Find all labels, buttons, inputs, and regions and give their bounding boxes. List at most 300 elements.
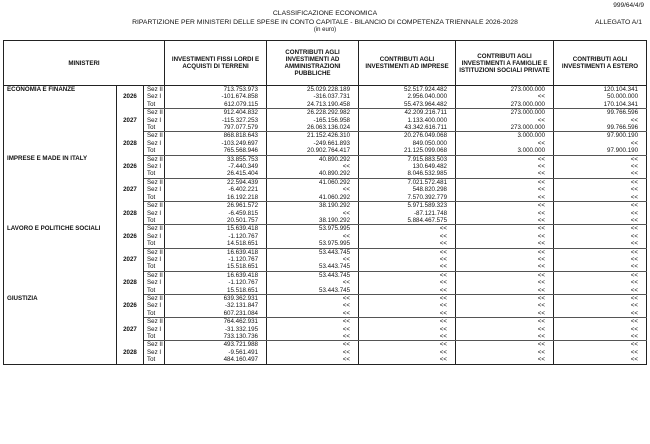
cell-anno: 2027 <box>117 326 144 333</box>
cell-investimenti-fissi: 15.518.651 <box>165 263 267 271</box>
cell-anno <box>117 287 144 295</box>
cell-contributi-imprese: << <box>359 271 456 279</box>
cell-contributi-imprese: 42.209.216.711 <box>359 109 456 117</box>
cell-contributi-amministrazioni: 26.063.136.024 <box>267 124 359 132</box>
table-row <box>4 233 647 240</box>
cell-anno <box>117 202 144 210</box>
cell-sezione: Tot <box>144 356 165 364</box>
cell-contributi-amministrazioni: 53.443.745 <box>267 263 359 271</box>
document-reference: 999/64/4/9 <box>613 2 644 9</box>
cell-ministero <box>4 147 117 155</box>
cell-anno: 2026 <box>117 233 144 240</box>
cell-anno <box>117 194 144 202</box>
cell-contributi-famiglie: << <box>456 210 554 217</box>
cell-ministero <box>4 163 117 170</box>
cell-anno: 2028 <box>117 210 144 217</box>
cell-contributi-amministrazioni: -316.037.731 <box>267 93 359 100</box>
cell-contributi-estero: << <box>554 287 647 295</box>
cell-contributi-amministrazioni: << <box>267 294 359 302</box>
cell-contributi-imprese: 7.021.572.481 <box>359 178 456 186</box>
cell-investimenti-fissi: -9.561.491 <box>165 349 267 356</box>
table-row <box>4 256 647 263</box>
cell-contributi-estero: << <box>554 178 647 186</box>
cell-contributi-famiglie: << <box>456 279 554 286</box>
cell-ministero <box>4 202 117 210</box>
cell-sezione: Tot <box>144 287 165 295</box>
cell-contributi-estero: << <box>554 194 647 202</box>
cell-contributi-famiglie: << <box>456 318 554 326</box>
cell-sezione: Sez I <box>144 186 165 193</box>
cell-contributi-famiglie: << <box>456 326 554 333</box>
expense-table <box>3 40 647 365</box>
cell-ministero: LAVORO E POLITICHE SOCIALI <box>4 225 117 233</box>
cell-anno <box>117 341 144 349</box>
cell-contributi-amministrazioni: 53.975.995 <box>267 225 359 233</box>
cell-ministero <box>4 233 117 240</box>
cell-anno <box>117 333 144 341</box>
cell-contributi-famiglie: 3.000.000 <box>456 147 554 155</box>
cell-investimenti-fissi: -7.440.349 <box>165 163 267 170</box>
cell-sezione: Sez I <box>144 233 165 240</box>
cell-ministero: ECONOMIA E FINANZE <box>4 86 117 94</box>
cell-contributi-amministrazioni: << <box>267 256 359 263</box>
cell-contributi-imprese: << <box>359 263 456 271</box>
cell-investimenti-fissi: 764.462.931 <box>165 318 267 326</box>
cell-contributi-amministrazioni: << <box>267 349 359 356</box>
cell-contributi-estero: << <box>554 256 647 263</box>
cell-anno: 2027 <box>117 117 144 124</box>
cell-ministero: GIUSTIZIA <box>4 294 117 302</box>
header-investimenti-fissi: INVESTIMENTI FISSI LORDI E ACQUISTI DI TERRENI <box>165 41 267 86</box>
cell-investimenti-fissi: 733.130.736 <box>165 333 267 341</box>
table-row <box>4 318 647 326</box>
cell-investimenti-fissi: -1.120.767 <box>165 256 267 263</box>
cell-contributi-imprese: << <box>359 326 456 333</box>
document-subtitle: RIPARTIZIONE PER MINISTERI DELLE SPESE IN CONTO CAPITALE - BILANCIO DI COMPETENZA TRIENNALE 2026-2028 <box>132 19 518 26</box>
cell-contributi-imprese: 548.820.298 <box>359 186 456 193</box>
cell-sezione: Sez II <box>144 155 165 163</box>
cell-contributi-imprese: << <box>359 318 456 326</box>
cell-anno <box>117 318 144 326</box>
cell-contributi-estero: << <box>554 233 647 240</box>
cell-contributi-famiglie: << <box>456 170 554 178</box>
cell-contributi-estero: << <box>554 310 647 318</box>
cell-contributi-imprese: << <box>359 356 456 364</box>
cell-investimenti-fissi: 15.518.651 <box>165 287 267 295</box>
cell-contributi-estero: << <box>554 240 647 248</box>
table-row <box>4 101 647 109</box>
cell-sezione: Sez I <box>144 163 165 170</box>
cell-contributi-estero: 170.104.341 <box>554 101 647 109</box>
cell-anno <box>117 271 144 279</box>
cell-contributi-imprese: << <box>359 248 456 256</box>
cell-anno <box>117 101 144 109</box>
cell-sezione: Tot <box>144 217 165 225</box>
table-row <box>4 225 647 233</box>
cell-contributi-imprese: << <box>359 333 456 341</box>
cell-contributi-amministrazioni: << <box>267 333 359 341</box>
cell-contributi-imprese: 5.971.589.323 <box>359 202 456 210</box>
header-contributi-estero: CONTRIBUTI AGLI INVESTIMENTI A ESTERO <box>554 41 647 86</box>
header-contributi-imprese: CONTRIBUTI AGLI INVESTIMENTI AD IMPRESE <box>359 41 456 86</box>
cell-contributi-imprese: 8.046.532.985 <box>359 170 456 178</box>
cell-contributi-estero: << <box>554 202 647 210</box>
cell-contributi-imprese: << <box>359 302 456 309</box>
table-row <box>4 349 647 356</box>
cell-contributi-famiglie: << <box>456 202 554 210</box>
cell-contributi-amministrazioni: << <box>267 326 359 333</box>
cell-contributi-estero: << <box>554 217 647 225</box>
cell-investimenti-fissi: 868.818.643 <box>165 132 267 140</box>
cell-ministero <box>4 256 117 263</box>
cell-contributi-imprese: -87.121.748 <box>359 210 456 217</box>
table-row <box>4 341 647 349</box>
header-contributi-amministrazioni: CONTRIBUTI AGLI INVESTIMENTI AD AMMINISTRAZIONI PUBBLICHE <box>267 41 359 86</box>
cell-investimenti-fissi: 33.855.753 <box>165 155 267 163</box>
cell-contributi-famiglie: << <box>456 333 554 341</box>
table-row <box>4 147 647 155</box>
table-body <box>4 86 647 365</box>
cell-ministero <box>4 263 117 271</box>
cell-anno <box>117 86 144 94</box>
cell-sezione: Sez II <box>144 202 165 210</box>
cell-contributi-amministrazioni: 40.890.292 <box>267 170 359 178</box>
cell-contributi-amministrazioni: << <box>267 186 359 193</box>
cell-investimenti-fissi: 26.961.572 <box>165 202 267 210</box>
cell-contributi-estero: << <box>554 271 647 279</box>
cell-contributi-famiglie: << <box>456 356 554 364</box>
table-row <box>4 124 647 132</box>
cell-contributi-imprese: 1.133.400.000 <box>359 117 456 124</box>
cell-contributi-amministrazioni: 38.190.292 <box>267 202 359 210</box>
cell-contributi-estero: 97.900.190 <box>554 147 647 155</box>
cell-contributi-famiglie: 273.000.000 <box>456 124 554 132</box>
cell-contributi-estero: << <box>554 170 647 178</box>
cell-contributi-famiglie: 273.000.000 <box>456 109 554 117</box>
cell-ministero <box>4 248 117 256</box>
cell-contributi-imprese: << <box>359 240 456 248</box>
cell-sezione: Sez II <box>144 248 165 256</box>
cell-contributi-estero: << <box>554 349 647 356</box>
cell-ministero <box>4 210 117 217</box>
cell-contributi-imprese: << <box>359 310 456 318</box>
cell-contributi-famiglie: << <box>456 194 554 202</box>
cell-ministero <box>4 109 117 117</box>
cell-sezione: Sez II <box>144 271 165 279</box>
cell-sezione: Sez II <box>144 294 165 302</box>
cell-contributi-imprese: 5.884.467.575 <box>359 217 456 225</box>
cell-investimenti-fissi: 493.721.988 <box>165 341 267 349</box>
cell-contributi-famiglie: << <box>456 233 554 240</box>
cell-sezione: Sez II <box>144 109 165 117</box>
cell-contributi-amministrazioni: -249.661.893 <box>267 140 359 147</box>
table-row <box>4 117 647 124</box>
cell-contributi-imprese: << <box>359 279 456 286</box>
cell-contributi-famiglie: << <box>456 186 554 193</box>
cell-investimenti-fissi: 16.639.418 <box>165 271 267 279</box>
cell-anno: 2028 <box>117 140 144 147</box>
table-row <box>4 194 647 202</box>
cell-ministero <box>4 302 117 309</box>
cell-contributi-estero: << <box>554 163 647 170</box>
cell-ministero <box>4 271 117 279</box>
cell-contributi-imprese: << <box>359 341 456 349</box>
cell-contributi-amministrazioni: << <box>267 210 359 217</box>
cell-ministero <box>4 349 117 356</box>
table-row <box>4 263 647 271</box>
cell-ministero <box>4 101 117 109</box>
cell-ministero <box>4 93 117 100</box>
cell-investimenti-fissi: 713.753.973 <box>165 86 267 94</box>
cell-contributi-amministrazioni: 26.228.292.982 <box>267 109 359 117</box>
unit-label: (in euro) <box>313 27 337 33</box>
cell-contributi-imprese: << <box>359 287 456 295</box>
cell-sezione: Tot <box>144 194 165 202</box>
cell-investimenti-fissi: -101.674.858 <box>165 93 267 100</box>
cell-sezione: Tot <box>144 147 165 155</box>
cell-ministero <box>4 287 117 295</box>
table-row <box>4 202 647 210</box>
cell-ministero: IMPRESE E MADE IN ITALY <box>4 155 117 163</box>
cell-contributi-amministrazioni: 53.975.995 <box>267 240 359 248</box>
cell-sezione: Tot <box>144 240 165 248</box>
table-row <box>4 109 647 117</box>
cell-contributi-famiglie: << <box>456 178 554 186</box>
cell-contributi-estero: << <box>554 302 647 309</box>
cell-ministero <box>4 170 117 178</box>
cell-ministero <box>4 217 117 225</box>
table-row <box>4 240 647 248</box>
cell-contributi-estero: 50.000.000 <box>554 93 647 100</box>
cell-sezione: Tot <box>144 263 165 271</box>
cell-contributi-amministrazioni: 24.713.190.458 <box>267 101 359 109</box>
table-row <box>4 217 647 225</box>
cell-sezione: Sez I <box>144 140 165 147</box>
cell-contributi-estero: << <box>554 263 647 271</box>
cell-contributi-amministrazioni: << <box>267 356 359 364</box>
cell-contributi-imprese: 7.570.392.779 <box>359 194 456 202</box>
cell-investimenti-fissi: 797.077.579 <box>165 124 267 132</box>
cell-contributi-estero: << <box>554 140 647 147</box>
cell-anno <box>117 155 144 163</box>
cell-contributi-estero: << <box>554 225 647 233</box>
cell-contributi-amministrazioni: << <box>267 341 359 349</box>
cell-contributi-estero: << <box>554 210 647 217</box>
cell-contributi-amministrazioni: 25.029.228.189 <box>267 86 359 94</box>
cell-investimenti-fissi: 22.594.439 <box>165 178 267 186</box>
cell-investimenti-fissi: 14.518.651 <box>165 240 267 248</box>
table-row <box>4 132 647 140</box>
cell-contributi-famiglie: << <box>456 302 554 309</box>
table-row <box>4 210 647 217</box>
document-title: CLASSIFICAZIONE ECONOMICA <box>272 10 378 17</box>
cell-sezione: Sez II <box>144 225 165 233</box>
cell-contributi-famiglie: << <box>456 163 554 170</box>
cell-anno <box>117 356 144 364</box>
cell-anno <box>117 217 144 225</box>
cell-anno <box>117 170 144 178</box>
cell-investimenti-fissi: 16.639.418 <box>165 248 267 256</box>
cell-anno: 2027 <box>117 256 144 263</box>
cell-anno: 2026 <box>117 302 144 309</box>
cell-contributi-famiglie: << <box>456 217 554 225</box>
cell-contributi-estero: << <box>554 333 647 341</box>
cell-investimenti-fissi: -6.402.221 <box>165 186 267 193</box>
cell-contributi-famiglie: << <box>456 294 554 302</box>
table-header-row <box>4 41 647 86</box>
cell-investimenti-fissi: -6.459.815 <box>165 210 267 217</box>
table-row <box>4 93 647 100</box>
cell-ministero <box>4 341 117 349</box>
header-contributi-famiglie: CONTRIBUTI AGLI INVESTIMENTI A FAMIGLIE E ISTITUZIONI SOCIALI PRIVATE <box>456 41 554 86</box>
cell-ministero <box>4 194 117 202</box>
cell-sezione: Tot <box>144 124 165 132</box>
cell-contributi-famiglie: << <box>456 225 554 233</box>
cell-anno: 2026 <box>117 163 144 170</box>
cell-contributi-imprese: << <box>359 349 456 356</box>
cell-investimenti-fissi: -103.249.697 <box>165 140 267 147</box>
cell-contributi-famiglie: << <box>456 93 554 100</box>
cell-ministero <box>4 310 117 318</box>
cell-contributi-estero: 120.104.341 <box>554 86 647 94</box>
table-row <box>4 333 647 341</box>
table-row <box>4 155 647 163</box>
cell-contributi-imprese: << <box>359 256 456 263</box>
cell-contributi-estero: << <box>554 279 647 286</box>
cell-contributi-imprese: 43.342.616.711 <box>359 124 456 132</box>
cell-contributi-estero: << <box>554 341 647 349</box>
cell-contributi-amministrazioni: << <box>267 233 359 240</box>
cell-contributi-famiglie: 273.000.000 <box>456 86 554 94</box>
cell-contributi-famiglie: << <box>456 349 554 356</box>
cell-contributi-amministrazioni: 53.443.745 <box>267 287 359 295</box>
cell-sezione: Sez I <box>144 279 165 286</box>
cell-investimenti-fissi: -31.332.195 <box>165 326 267 333</box>
cell-contributi-amministrazioni: -165.156.958 <box>267 117 359 124</box>
table-row <box>4 310 647 318</box>
cell-ministero <box>4 178 117 186</box>
cell-anno: 2026 <box>117 93 144 100</box>
cell-sezione: Tot <box>144 170 165 178</box>
cell-sezione: Tot <box>144 310 165 318</box>
cell-contributi-estero: 97.900.190 <box>554 132 647 140</box>
cell-anno <box>117 225 144 233</box>
cell-contributi-imprese: 21.125.099.068 <box>359 147 456 155</box>
cell-contributi-famiglie: << <box>456 287 554 295</box>
cell-contributi-estero: << <box>554 356 647 364</box>
cell-contributi-amministrazioni: << <box>267 318 359 326</box>
cell-contributi-amministrazioni: 20.902.764.417 <box>267 147 359 155</box>
cell-sezione: Sez I <box>144 349 165 356</box>
cell-contributi-estero: << <box>554 318 647 326</box>
cell-contributi-estero: << <box>554 326 647 333</box>
table-row <box>4 326 647 333</box>
table-row <box>4 356 647 364</box>
cell-investimenti-fissi: 612.079.115 <box>165 101 267 109</box>
cell-contributi-famiglie: << <box>456 117 554 124</box>
cell-anno <box>117 109 144 117</box>
cell-investimenti-fissi: 639.362.931 <box>165 294 267 302</box>
cell-contributi-estero: 99.766.596 <box>554 109 647 117</box>
cell-contributi-amministrazioni: 21.152.426.310 <box>267 132 359 140</box>
cell-investimenti-fissi: -1.120.767 <box>165 279 267 286</box>
cell-sezione: Sez II <box>144 318 165 326</box>
cell-contributi-amministrazioni: << <box>267 310 359 318</box>
cell-anno <box>117 240 144 248</box>
cell-anno <box>117 178 144 186</box>
cell-investimenti-fissi: 765.568.946 <box>165 147 267 155</box>
table-row <box>4 294 647 302</box>
cell-sezione: Sez I <box>144 256 165 263</box>
table-row <box>4 170 647 178</box>
cell-ministero <box>4 279 117 286</box>
cell-anno <box>117 124 144 132</box>
table-row <box>4 163 647 170</box>
cell-contributi-amministrazioni: 41.060.292 <box>267 178 359 186</box>
cell-anno: 2027 <box>117 186 144 193</box>
cell-sezione: Sez I <box>144 302 165 309</box>
cell-investimenti-fissi: 484.160.497 <box>165 356 267 364</box>
cell-contributi-famiglie: << <box>456 140 554 147</box>
table-row <box>4 248 647 256</box>
cell-sezione: Tot <box>144 333 165 341</box>
table-row <box>4 287 647 295</box>
cell-anno <box>117 310 144 318</box>
cell-sezione: Sez I <box>144 93 165 100</box>
cell-anno <box>117 263 144 271</box>
cell-contributi-imprese: << <box>359 294 456 302</box>
cell-contributi-amministrazioni: 53.443.745 <box>267 248 359 256</box>
cell-contributi-imprese: 20.276.049.068 <box>359 132 456 140</box>
cell-contributi-amministrazioni: 53.443.745 <box>267 271 359 279</box>
cell-anno <box>117 294 144 302</box>
cell-contributi-famiglie: << <box>456 155 554 163</box>
cell-ministero <box>4 186 117 193</box>
cell-ministero <box>4 318 117 326</box>
cell-investimenti-fissi: -1.120.767 <box>165 233 267 240</box>
cell-ministero <box>4 124 117 132</box>
header-ministeri: MINISTERI <box>4 41 165 86</box>
cell-contributi-famiglie: << <box>456 248 554 256</box>
cell-contributi-imprese: << <box>359 225 456 233</box>
cell-contributi-famiglie: << <box>456 310 554 318</box>
cell-ministero <box>4 132 117 140</box>
cell-contributi-famiglie: << <box>456 240 554 248</box>
cell-contributi-famiglie: << <box>456 263 554 271</box>
cell-anno: 2028 <box>117 279 144 286</box>
cell-contributi-amministrazioni: 41.060.292 <box>267 194 359 202</box>
cell-ministero <box>4 333 117 341</box>
cell-anno: 2028 <box>117 349 144 356</box>
cell-anno <box>117 147 144 155</box>
cell-investimenti-fissi: 20.501.757 <box>165 217 267 225</box>
cell-contributi-estero: << <box>554 117 647 124</box>
cell-sezione: Sez I <box>144 210 165 217</box>
table-row <box>4 178 647 186</box>
cell-anno <box>117 132 144 140</box>
cell-contributi-famiglie: 273.000.000 <box>456 101 554 109</box>
cell-sezione: Sez II <box>144 132 165 140</box>
cell-contributi-estero: << <box>554 186 647 193</box>
cell-contributi-imprese: 130.649.482 <box>359 163 456 170</box>
cell-sezione: Sez I <box>144 326 165 333</box>
cell-ministero <box>4 356 117 364</box>
table-row <box>4 86 647 94</box>
cell-contributi-famiglie: << <box>456 256 554 263</box>
table-row <box>4 271 647 279</box>
cell-contributi-famiglie: << <box>456 341 554 349</box>
table-row <box>4 279 647 286</box>
